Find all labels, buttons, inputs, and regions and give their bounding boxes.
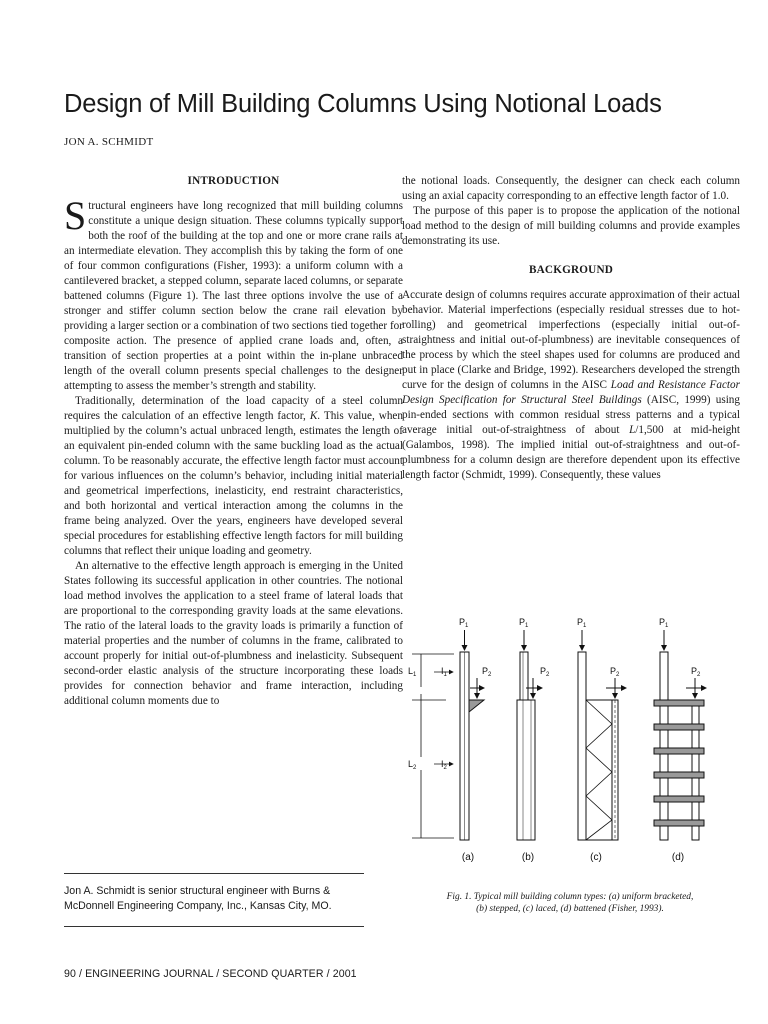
intro-paragraph-1: Structural engineers have long recognized that mill building columns constitute a unique design situation. These columns typically support both the roof of the building at the top and one or more crane rails at an intermediate elevation. They accomplish this by taking the form of one of four common configurations (Fisher, 1993): a uniform column with a cantilevered bracket, a stepped column, separate laced columns, or separate battened columns (Figure 1). The last three options involve the use of a stronger and stiffer column section below the crane rail elevation by providing a larger section or a combination of two sections tied together for composite action. The presence of applied crane loads and, often, a transition of section properties at a point within the in-plane unbraced length of the overall column presents special challenges to the designer attempting to assess the member’s strength and stability. (64, 193, 403, 392)
p2-label-a: $P_2$ (482, 666, 492, 678)
footnote-rule-bottom (64, 926, 364, 927)
L1-label: $L_1$ (408, 666, 417, 678)
background-heading: BACKGROUND (528, 264, 614, 276)
intro-paragraph-2: Traditionally, determination of the load capacity of a steel column requires the calculation of an effective length factor, K. This value, when multiplied by the column’s actual unbraced length, estimates the length of an equivalent pin-ended column with the same buckling load as the actual column. To be reasonably accurate, the effective length factor must account for various influences on the column’s behavior, including initial material and geometrical imperfections, inelasticity, end restraint characteristics, and both horizontal and vertical interaction among the columns in the frame being analyzed. Over the years, engineers have developed several special procedures for establishing effective length factors for mill building columns that reflect their unique loading and geometry. (64, 395, 403, 557)
drop-cap: S (64, 193, 87, 238)
l1-label: $I_1$ (441, 666, 447, 678)
p2-label-d: $P_2$ (691, 666, 701, 678)
dimension-labels (408, 666, 448, 771)
panel-label-d: (d) (671, 852, 685, 863)
author-name: JON A. SCHMIDT (64, 136, 154, 148)
introduction-heading: INTRODUCTION (187, 175, 280, 187)
background-paragraph-1: Accurate design of columns requires accurate approximation of their actual behavior. Material imperfections (especially residual stresses due to hot-rolling) and geometrical imperfections (especially initial out-of-straightness and initial out-of-plumbness) are inevitable consequences of the process by which the steel shapes used for columns are produced and put in place (Clarke and Bridge, 1992). Researchers developed the strength curve for the design of columns in the AISC Load and Resistance Factor Design Specification for Structural Steel Buildings (AISC, 1999) using pin-ended sections with common residual stress patterns and a typical average initial out-of-straightness of about L/1,500 at mid-height (Galambos, 1998). The implied initial out-of-straightness and out-of-plumbness for a column design are therefore dependent upon its effective length factor (Schmidt, 1999). Consequently, these values (402, 289, 740, 481)
left-column (64, 174, 403, 709)
column-d (654, 630, 706, 840)
p1-label-b: $P_1$ (519, 617, 529, 629)
column-b (517, 630, 542, 840)
column-a (460, 630, 484, 840)
intro-paragraph-3: An alternative to the effective length approach is emerging in the United States following its successful application in other countries. The notional load method involves the application to a steel frame of lateral loads that are proportional to the corresponding gravity loads at the same elevations. The ratio of the lateral loads to the gravity loads is primarily a function of material properties and the number of columns in the frame, calibrated to account properly for initial out-of-plumbness and inelasticity. Subsequent second-order elastic analysis of the structure incorporating these loads provides for connection behavior and frame interaction, including additional column moments due to (64, 560, 403, 707)
p1-label-a: $P_1$ (459, 617, 469, 629)
right-column (402, 174, 740, 483)
column-types-figure (398, 612, 732, 868)
column-c (578, 630, 626, 840)
p1-label-c: $P_1$ (577, 617, 587, 629)
figure-caption: Fig. 1. Typical mill building column types: (a) uniform bracketed, (b) stepped, (c) laced, (d) battened (Fisher, 1993). (446, 892, 694, 914)
p2-label-b: $P_2$ (540, 666, 550, 678)
intro-paragraph-5: The purpose of this paper is to propose the application of the notional load method to the design of mill building columns and provide examples demonstrating its use. (402, 205, 740, 247)
panel-label-b: (b) (521, 852, 535, 863)
load-labels (459, 617, 701, 678)
paper-title: Design of Mill Building Columns Using Notional Loads (64, 90, 662, 118)
panel-labels (462, 852, 684, 863)
panel-label-a: (a) (461, 852, 475, 863)
p1-label-d: $P_1$ (659, 617, 669, 629)
dimension-lines (412, 654, 454, 838)
panel-label-c: (c) (590, 852, 602, 863)
intro-paragraph-4: the notional loads. Consequently, the designer can check each column using an axial capacity corresponding to an effective length factor of 1.0. (402, 175, 740, 202)
footnote-rule-top (64, 873, 364, 874)
l2-label: $I_2$ (441, 759, 447, 771)
page-footer: 90 / ENGINEERING JOURNAL / SECOND QUARTER / 2001 (64, 968, 357, 980)
author-footnote: Jon A. Schmidt is senior structural engineer with Burns & McDonnell Engineering Company, Inc., Kansas City, MO. (64, 885, 332, 912)
L2-label: $L_2$ (408, 759, 417, 771)
p2-label-c: $P_2$ (610, 666, 620, 678)
